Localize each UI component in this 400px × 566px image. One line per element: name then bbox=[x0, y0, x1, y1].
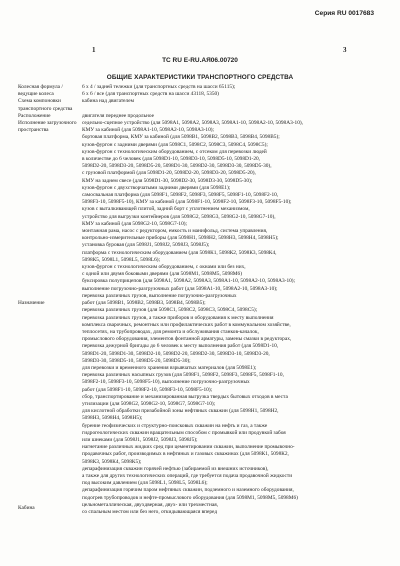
value-line: контрольно-измерительные приборы (для 5098Н1, 5098Н2, 5098Н3, 5098Н4, 5098Н5); bbox=[82, 235, 279, 242]
value-line: буксировка полуприцепов (для 5098А1, 5098А2, 5098А3, 5098А1-10, 5098А2-10, 5098А3-10); bbox=[82, 278, 296, 285]
value-line: кузов-фургон с технологическим оборудованием, с окнами или без них, bbox=[82, 264, 246, 271]
value-line: перевозка различных грузов, а также приборов и оборудования к месту выполнения bbox=[82, 314, 274, 321]
value-line: или шнеками (для 5098J1, 5098J2, 5098J3, 5098J5); bbox=[82, 436, 198, 443]
value-line: кузов-фургон с технологическим оборудованием, с отсеком для перевозки людей bbox=[82, 148, 267, 155]
document-number: ТС RU E-RU.АЯ06.00720 bbox=[162, 57, 238, 64]
value-line: 6 х 4 / задней тележки (для транспортных средств на шасси 65115); bbox=[82, 84, 236, 90]
row-value bbox=[114, 106, 378, 113]
serial-number: Серия RU 0017683 bbox=[314, 10, 374, 17]
row-cargo-space bbox=[18, 120, 378, 278]
value-line: установка буровая (для 5098J1, 5098J2, 5098J3, 5098J5); bbox=[82, 242, 210, 249]
row-driving-axles bbox=[18, 91, 378, 98]
value-line: цельнометаллическая, двухдверная, двух- или трехместная, bbox=[82, 501, 219, 508]
value-line: устройство для выгрузки контейнеров (для 5098G2, 5098G3, 5098G2-10, 5098G7-10), bbox=[82, 213, 276, 220]
value-line: с одной или двумя боковыми дверями (для 5098М1, 5098М5, 5098М6) bbox=[82, 271, 243, 278]
value-line: 5098D2-20, 5098D3-20, 5098D5-20, 5098D1-30, 5098D2-30, 5098D3-30, 5098D5-30), bbox=[82, 163, 272, 170]
value-line: работ (для 5098F1-10, 5098F2-10, 5098F3-10, 5098F5-10); bbox=[82, 386, 213, 393]
value-line: двигателя переднее продольное bbox=[82, 112, 154, 119]
value-line: сбор, транспортирование и механизированная выгрузка твердых бытовых отходов в места bbox=[82, 393, 288, 400]
value-line: кабина над двигателем bbox=[82, 98, 134, 105]
value-line: подогрев трубопроводов и нефте-промыслового оборудования (для 5098М1, 5098М5, 5098М6) bbox=[82, 494, 298, 501]
value-line: 5098F3-10, 5098F5-10), КМУ за кабиной (для 5098F1-10, 5098F2-10, 5098F3-10, 5098F5-10); bbox=[82, 199, 292, 206]
row-label: Назначение bbox=[18, 300, 45, 307]
row-purpose bbox=[18, 278, 378, 501]
row-label: Расположение bbox=[18, 112, 51, 119]
value-line: бурение геофизических и структурно-поисковых скважин на нефть и газ, а также bbox=[82, 422, 268, 429]
row-cab bbox=[18, 502, 378, 516]
row-layout bbox=[18, 98, 378, 105]
row-label: Исполнение загрузочного пространства bbox=[18, 120, 77, 134]
value-line: для кислотной обработки призабойной зоны нефтяных скважин (для 5098Н1, 5098Н2, bbox=[82, 408, 279, 415]
value-line: бортовая платформа, КМУ за кабиной (для 5098В1, 5098В2, 5098В3, 5098В4, 5098В5); bbox=[82, 134, 280, 141]
value-line: нагнетание различных жидких сред при цементировании скважин, выполнение промывочно- bbox=[82, 444, 295, 451]
value-line: перевозка различных грузов, выполнение погрузочно-разгрузочных bbox=[82, 292, 237, 299]
value-line: депарафинизация скважин горячей нефтью (забираемой из внешних источников), bbox=[82, 465, 269, 472]
value-line: а также для других технологических операций, где требуется подача продавочной жидкости bbox=[82, 472, 293, 479]
row-layout-continued bbox=[18, 106, 378, 113]
value-line: перевозка дежурной бригады до 6 человек к месту выполнения работ (для 5098D1-10, bbox=[82, 343, 279, 350]
value-line: 5098К3, 5098К4, 5098К5); bbox=[82, 458, 142, 465]
row-label: Схема компоновки bbox=[18, 98, 61, 105]
row-label: транспортного средства bbox=[18, 105, 73, 112]
value-line: 5098F2-10, 5098F3-10, 5098F5-10), выполнение погрузочно-разгрузочных bbox=[82, 379, 250, 386]
value-line: седельно-сцепное устройство (для 5098А1, 5098А2, 5098А3, 5098А1-10, 5098А2-10, 5098А3-10), bbox=[82, 120, 303, 127]
value-line: депарафинизация горячим паром нефтяных скважин, подземного и наземного оборудования, bbox=[82, 487, 294, 494]
value-line: для перевозки и временного хранения взрывчатых материалов (для 5098Е1); bbox=[82, 364, 257, 371]
row-value bbox=[82, 113, 378, 120]
page-number-left: 1 bbox=[92, 46, 96, 54]
value-line: промыслового оборудования, элементов фонтанной арматуры, замены смазки в редукторах, bbox=[82, 336, 292, 343]
value-line bbox=[114, 106, 378, 113]
value-line: 5098D3-30, 5098D5-10, 5098D5-20, 5098D5-30); bbox=[82, 357, 191, 364]
value-line: с грузовой платформой (для 5098D1-20, 5098D2-20, 5098D3-20, 5098D5-20), bbox=[82, 170, 256, 177]
value-line: выполнение погрузочно-разгрузочных работ (для 5098А1-10, 5098А2-10, 5098А3-10); bbox=[82, 285, 278, 292]
value-line: продавочных работ, производимых в нефтяных и газовых скважинах (для 5098К1, 5098К2, bbox=[82, 451, 289, 458]
value-line: утилизации (для 5098G2, 5098G2-10, 5098G7, 5098G7-10); bbox=[82, 400, 216, 407]
row-value bbox=[82, 278, 378, 501]
row-value bbox=[82, 98, 378, 105]
value-line: КМУ на заднем свесе (для 5098D1-30, 5098D2-30, 5098D3-30, 5098D5-30); bbox=[82, 177, 253, 184]
value-line: КМУ за кабиной (для 5098А1-10, 5098А2-10, 5098А3-10); bbox=[82, 127, 215, 134]
value-line: самосвальная платформа (для 5098F1, 5098F2, 5098F3, 5098F5, 5098F1-10, 5098F2-10, bbox=[82, 192, 279, 199]
row-label: Кабина bbox=[18, 504, 35, 511]
value-line: под высоким давлением (для 5098L1, 5098L5, 5098L6); bbox=[82, 480, 208, 487]
value-line: монтажная рама, насос с редуктором, емкость и манифольд, система управления, bbox=[82, 228, 268, 235]
value-line: со спальным местом или без него, откидывающаяся вперед bbox=[82, 508, 218, 515]
value-line: кузов-фургон с двухстворчатыми задними дверями (для 5098Е1); bbox=[82, 184, 231, 191]
characteristics-table bbox=[18, 84, 378, 516]
row-label: Колесная формула / bbox=[18, 84, 63, 90]
row-label: ведущие колеса bbox=[18, 91, 54, 98]
value-line: перевозка различных насыпных грузов (для 5098F1, 5098F2, 5098F3, 5098F5, 5098F1-10, bbox=[82, 372, 284, 379]
row-value bbox=[82, 120, 378, 278]
value-line: комплекса сварочных, ремонтных или профилактических работ в коммунальном хозяйстве, bbox=[82, 321, 291, 328]
value-line: 6 х 6 / все (для транспортных средств на шасси 43118, 5350) bbox=[82, 91, 219, 98]
page-number-right: 3 bbox=[343, 46, 347, 54]
value-line: теплосетях, на трубопроводах, для ремонта и обслуживания станков-качалок, bbox=[82, 328, 259, 335]
value-line: в количестве до 6 человек (для 5098D1-10, 5098D3-10, 5098D5-10, 5098D1-20, bbox=[82, 156, 261, 163]
value-line: 5098Н3, 5098Н4, 5098Н5); bbox=[82, 415, 143, 422]
value-line: гидрогеологических скважин вращательным способом с промывкой или продувкой забоя bbox=[82, 429, 286, 436]
row-engine-position bbox=[18, 113, 378, 120]
value-line: 5098D1-20, 5098D1-30, 5098D2-10, 5098D2-20, 5098D2-30, 5098D3-10, 5098D3-20, bbox=[82, 350, 270, 357]
value-line: кузов с выталкивающей плитой, задний борт с уплотнением механизмом, bbox=[82, 206, 250, 213]
value-line: работ (для 5098В1, 5098В2, 5098В3, 5098В4, 5098В5); bbox=[82, 300, 206, 307]
value-line: КМУ за кабиной (для 5098G2-10, 5098G7-10); bbox=[82, 220, 188, 227]
page-title: ОБЩИЕ ХАРАКТЕРИСТИКИ ТРАНСПОРТНОГО СРЕДСТВА bbox=[106, 74, 294, 81]
row-value bbox=[82, 502, 378, 516]
value-line: кузов-фургон с задними дверями (для 5098С1, 5098С2, 5098С3, 5098С4, 5098С5); bbox=[82, 141, 268, 148]
value-line: 5098К5, 5098L1, 5098L5, 5098L6); bbox=[82, 256, 161, 263]
value-line: платформа с технологическим оборудованием (для 5098К1, 5098К2, 5098К3, 5098К4, bbox=[82, 249, 277, 256]
value-line: перевозка различных грузов (для 5098С1, 5098С2, 5098С3, 5098С4, 5098С5); bbox=[82, 307, 258, 314]
